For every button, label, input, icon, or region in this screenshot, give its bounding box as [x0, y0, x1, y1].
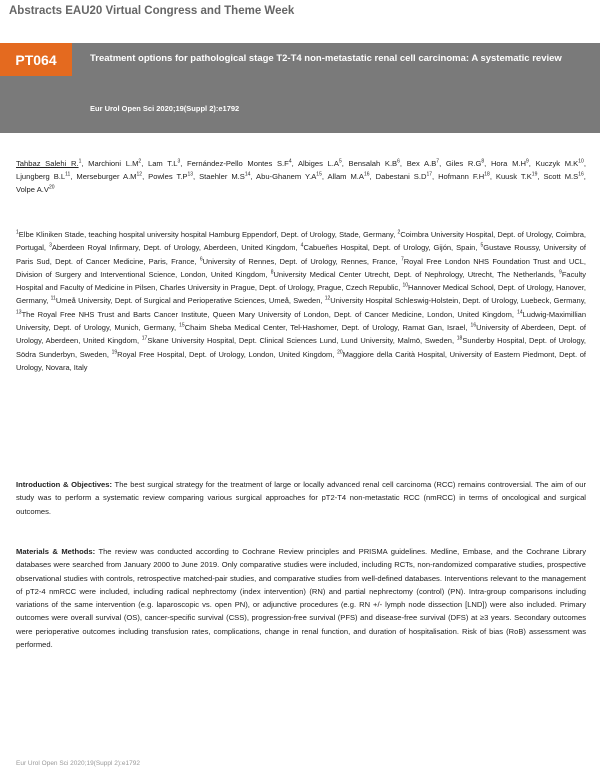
author-name: Fernández-Pello Montes S.F [187, 159, 289, 168]
author-affiliation-number: 3 [177, 158, 181, 165]
affiliation-number: 20 [337, 349, 343, 356]
author-affiliation-number: 1 [78, 158, 82, 165]
abstract-code: PT064 [0, 43, 72, 76]
author-item [543, 172, 583, 181]
author-item [491, 159, 529, 168]
affiliation-text: Royal Free London NHS Foundation Trust and UCL, Division of Surgery and Interventional Science, London, United Kingdom, [16, 256, 586, 279]
affiliation-number: 1 [16, 229, 19, 236]
affiliation-list [16, 228, 586, 374]
author-affiliation-number: 11 [65, 171, 71, 178]
author-name: Kuczyk M.K [535, 159, 579, 168]
affiliation-number: 6 [199, 256, 203, 263]
author-name: Giles R.G [445, 159, 482, 168]
author-name: Bex A.B [406, 159, 437, 168]
affiliation-text: The Royal Free NHS Trust and Barts Cancer Institute, Queen Mary University of London, Dept. of Cancer Medicine, London, United Kingdom, [21, 309, 518, 319]
author-affiliation-number: 15 [316, 171, 322, 178]
author-name: Abu-Ghanem Y.A [256, 172, 317, 181]
author-name: Allam M.A [327, 172, 364, 181]
affiliation-text: Hannover Medical School, Dept. of Urology, Hanover, Germany, [16, 283, 587, 306]
author-item [438, 172, 490, 181]
author-name: Albiges L.A [297, 159, 339, 168]
author-item [148, 159, 180, 168]
affiliation-number: 5 [480, 242, 484, 249]
methods-section [16, 545, 586, 651]
affiliation-text: University of Rennes, Dept. of Urology, Rennes, France, [202, 256, 401, 266]
affiliation-number: 10 [402, 282, 409, 289]
author-affiliation-number: 5 [338, 158, 342, 165]
affiliation-number: 12 [324, 295, 331, 302]
author-item [16, 172, 70, 181]
author-item [536, 159, 584, 168]
affiliation-text: Skane University Hospital, Dept. Clinical Sciences Lund, Lund University, Malmö, Sweden, [147, 336, 457, 346]
author-affiliation-number: 6 [397, 158, 400, 165]
affiliation-number: 15 [179, 322, 185, 329]
author-affiliation-number: 12 [136, 171, 143, 178]
affiliation-number: 14 [517, 309, 523, 316]
author-list: Tahbaz Salehi R.$^1$, Marchioni $L.M^2$, Lam $T.L^3$, Fernández-Pello Montes $S.F^4$, Albiges $L.A^5$, Bensalah $K.B^6$, Bex $A.B^7$, Giles $R.G^8$, Hora $M.H^9$, Kuczyk $M.K^{10}$, Ljungberg $B.L^{11}$, Merseburger $A.M^{12}$, Powles $T.P^{13}$, Staehler $M.S^{14}$, Abu-Ghanem $Y.A^{15}$, Allam $M.A^{16}$, Dabestani $S.D^{17}$, Hofmann $F.H^{18}$, Kuusk $T.K^{19}$, Scott $M.S^{16}$, Volpe $A.V^{20}$ [16, 158, 586, 194]
author-affiliation-number: 18 [484, 171, 490, 178]
author-affiliation-number: 8 [481, 158, 485, 165]
author-affiliation-number: 20 [48, 184, 55, 191]
affiliation-number: 2 [397, 229, 401, 236]
author-name: Powles T.P [148, 172, 188, 181]
author-item [187, 159, 292, 168]
author-affiliation-number: 16 [363, 171, 370, 178]
author-name: Ljungberg B.L [16, 172, 66, 181]
author-item [256, 172, 322, 181]
author-affiliation-number: 4 [288, 158, 292, 165]
author-name: Staehler M.S [199, 172, 245, 181]
affiliation-number: 17 [141, 335, 148, 342]
affiliation-number: 8 [270, 269, 274, 276]
methods-text: The review was conducted according to Cochrane Review principles and PRISMA guidelines. Medline, Embase, and the Cochrane Library databases were searched from January 2000 to June 2019. Only comparative studies were included, including RCTs, non-randomized comparative studies, prospective observational studies with controls, retrospective matched-pair studies, and comparative studies from well-defined databases. Interventions relevant to the management of pT2-4 nmRCC were included, including radical nephrectomy (index intervention) (RN) and partial nephrectomy (control) (PN). Intra-group comparisons including variations of the same intervention (e.g. laparoscopic vs. open PN), or adjunctive procedures (e.g. RN +/- lymph node dissection [LND]) were also included. Primary outcomes were overall survival (OS), cancer-specific survival (CSS), progression-free survival (PFS) and disease-free survival (DFS) at ≥3 years. Secondary outcomes were perioperative outcomes including transfusion rates, complications, change in renal function, and duration of hospitalisation. Risk of bias (RoB) assessment was performed. [16, 547, 586, 650]
affiliation-text: Cabueñes Hospital, Dept. of Urology, Gijón, Spain, [303, 243, 481, 253]
author-name: Hora M.H [490, 159, 526, 168]
author-name: Dabestani S.D [375, 172, 427, 181]
author-item [199, 172, 250, 181]
author-affiliation-number: 9 [526, 158, 529, 165]
affiliation-number: 19 [111, 349, 118, 356]
affiliation-number: 7 [400, 256, 404, 263]
author-item [376, 172, 432, 181]
affiliation-text: Maggiore della Carità Hospital, University of Eastern Piedmont, Dept. of Urology, Novara, Italy [16, 349, 586, 372]
author-item [446, 159, 484, 168]
affiliation-text: Faculty Hospital and Faculty of Medicine in Pilsen, Charles University in Prague, Dept. of Urology, Prague, Czech Republic, [16, 269, 586, 293]
author-item [148, 172, 193, 181]
abstract-citation: Eur Urol Open Sci 2020;19(Suppl 2):e1792 [90, 104, 240, 113]
affiliation-number: 18 [456, 335, 463, 342]
author-name: Hofmann F.H [438, 172, 485, 181]
affiliation-number: 3 [49, 242, 52, 249]
affiliation-text: Umeå University, Dept. of Surgical and Perioperative Sciences, Umeå, Sweden, [55, 296, 325, 306]
affiliation-text: University Hospital Schleswig-Holstein, Dept. of Urology, Luebeck, Germany, [330, 296, 586, 306]
abstract-title: Treatment options for pathological stage T2-T4 non-metastatic renal cell carcinoma: A systematic review [90, 53, 562, 64]
congress-title: Abstracts EAU20 Virtual Congress and Theme Week [9, 5, 295, 17]
author-item [298, 159, 342, 168]
author-item [407, 159, 439, 168]
author-affiliation-number: 17 [426, 171, 432, 178]
author-affiliation-number: 10 [578, 158, 584, 165]
affiliation-text: Gustave Roussy, University of Paris Sud, Dept. of Cancer Medicine, Paris, France, [16, 243, 587, 266]
author-name: Tahbaz Salehi R. [16, 159, 79, 168]
affiliation-text: Elbe Kliniken Stade, teaching hospital university hospital Hamburg Eppendorf, Dept. of Urology, Stade, Germany, [18, 230, 398, 239]
affiliation-text: Ludwig-Maximillian University, Dept. of Urology, Munich, Germany, [16, 309, 586, 333]
affiliation-number: 13 [16, 309, 22, 316]
author-item [496, 172, 537, 181]
abstract-header-band [0, 43, 600, 133]
author-item [88, 159, 141, 168]
author-name: Lam T.L [147, 159, 178, 168]
affiliation-text: Coimbra University Hospital, Dept. of Urology, Coimbra, Portugal, [16, 230, 586, 253]
methods-heading: Materials & Methods: [16, 547, 96, 556]
author-item [16, 185, 55, 194]
author-name: Kuusk T.K [495, 172, 532, 181]
affiliation-text: Chaim Sheba Medical Center, Tel-Hashomer, Dept. of Urology, Ramat Gan, Israel, [184, 323, 471, 333]
affiliation-number: 4 [300, 242, 304, 249]
author-item [16, 159, 81, 168]
author-name: Volpe A.V [16, 185, 49, 194]
author-name: Merseburger A.M [76, 172, 137, 181]
introduction-text: The best surgical strategy for the treatment of large or locally advanced renal cell carcinoma (RCC) remains controversial. The aim of our study was to perform a systematic review comparing various surgical approaches for pT2-T4 non-metastatic RCC (nmRCC) in terms of oncological and surgical outcomes. [16, 480, 586, 516]
author-item [328, 172, 370, 181]
author-item [76, 172, 142, 181]
author-affiliation-number: 16 [578, 171, 584, 178]
affiliation-text: Royal Free Hospital, Dept. of Urology, London, United Kingdom, [117, 349, 338, 359]
affiliation-number: 9 [559, 269, 562, 276]
introduction-section [16, 478, 586, 518]
author-affiliation-number: 13 [187, 171, 193, 178]
author-name: Bensalah K.B [348, 159, 398, 168]
author-affiliation-number: 14 [244, 171, 251, 178]
author-item [349, 159, 400, 168]
author-name: Scott M.S [543, 172, 579, 181]
affiliation-number: 11 [50, 295, 56, 302]
affiliation-text: Aberdeen Royal Infirmary, Dept. of Urology, Aberdeen, United Kingdom, [51, 243, 301, 253]
author-affiliation-number: 19 [531, 171, 538, 178]
author-affiliation-number: 2 [138, 158, 142, 165]
affiliation-number: 16 [470, 322, 477, 329]
introduction-heading: Introduction & Objectives: [16, 480, 113, 489]
affiliation-text: University of Aberdeen, Dept. of Urology, Aberdeen, United Kingdom, [16, 323, 586, 346]
affiliation-text: University Medical Center Utrecht, Dept. of Nephrology, Utrecht, The Netherlands, [273, 269, 560, 279]
footer-citation: Eur Urol Open Sci 2020;19(Suppl 2):e1792 [16, 760, 140, 767]
author-affiliation-number: 7 [436, 158, 440, 165]
author-name: Marchioni L.M [88, 159, 139, 168]
affiliation-text: Sunderby Hospital, Dept. of Urology, Södra Sunderbyn, Sweden, [16, 336, 586, 359]
